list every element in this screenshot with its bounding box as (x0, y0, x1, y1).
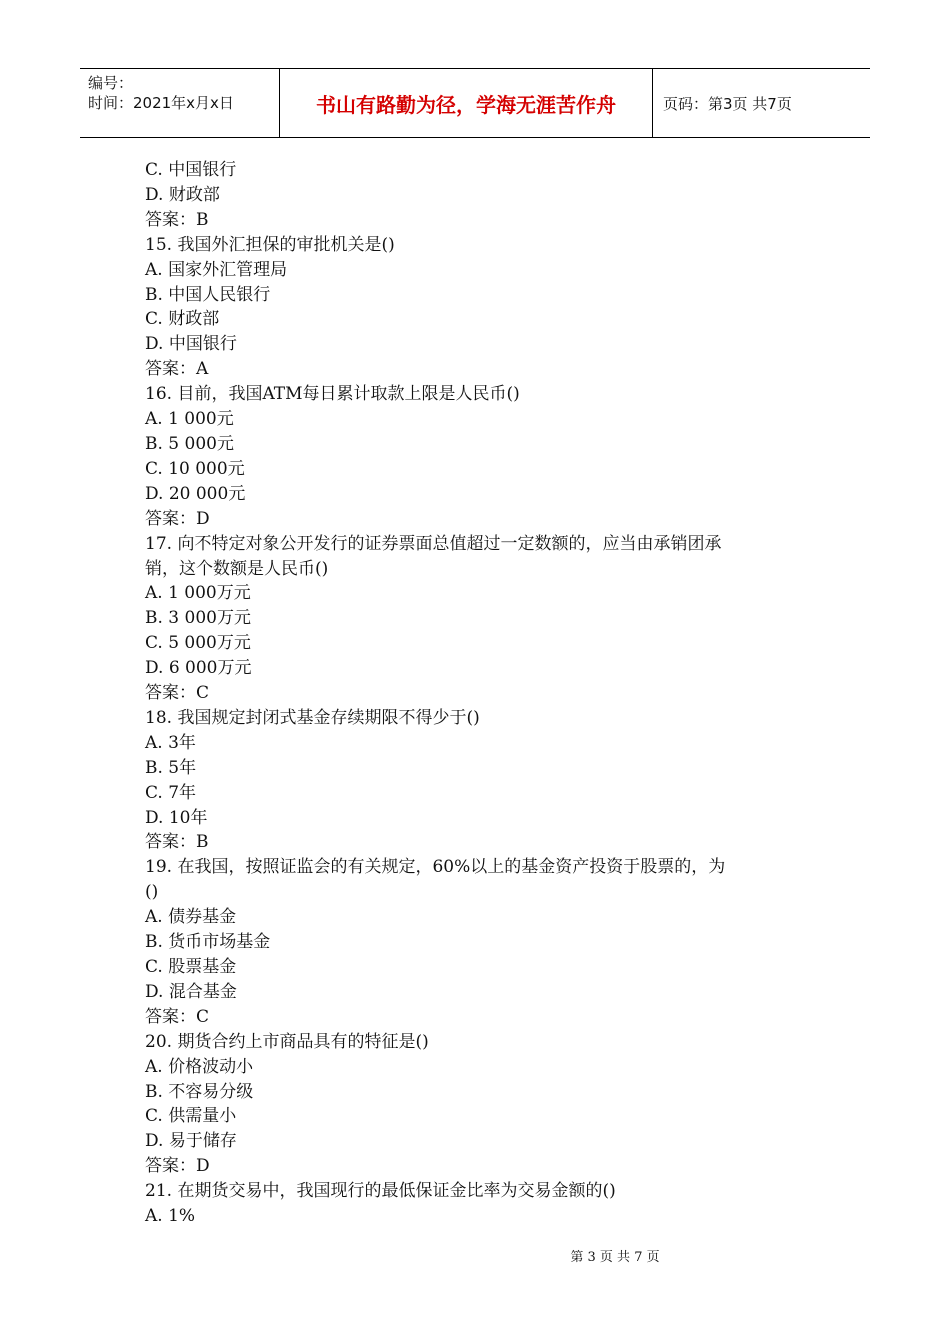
text-line: D. 20 000元 (145, 483, 246, 504)
text-line: 15. 我国外汇担保的审批机关是() (145, 234, 395, 255)
text-line: A. 1% (145, 1206, 196, 1227)
text-line: 21. 在期货交易中，我国现行的最低保证金比率为交易金额的() (145, 1181, 616, 1202)
text-line: B. 货币市场基金 (145, 932, 271, 953)
text-line: C. 供需量小 (145, 1106, 237, 1127)
text-line: D. 易于储存 (145, 1131, 237, 1152)
text-line: 答案：D (145, 1156, 210, 1177)
text-line: D. 中国银行 (145, 334, 237, 355)
header-meta-cell (80, 69, 280, 137)
text-line: 答案：B (145, 209, 209, 230)
text-line: () (145, 882, 159, 903)
text-line: D. 财政部 (145, 184, 220, 205)
text-line: C. 10 000元 (145, 458, 245, 479)
text-line: 17. 向不特定对象公开发行的证券票面总值超过一定数额的，应当由承销团承 (145, 533, 722, 554)
text-line: A. 国家外汇管理局 (145, 259, 288, 280)
document-header (80, 68, 870, 138)
text-line: 答案：D (145, 508, 210, 529)
text-line: 答案：C (145, 683, 210, 704)
text-line: D. 混合基金 (145, 981, 237, 1002)
text-line: B. 中国人民银行 (145, 284, 271, 305)
text-line: 20. 期货合约上市商品具有的特征是() (145, 1031, 429, 1052)
text-line: B. 5 000元 (145, 433, 234, 454)
text-line: C. 中国银行 (145, 160, 237, 180)
text-line: 16. 目前，我国ATM每日累计取款上限是人民币() (145, 384, 520, 405)
text-line: 销，这个数额是人民币() (145, 558, 329, 579)
text-line: C. 5 000万元 (145, 633, 251, 654)
text-line: C. 7年 (145, 782, 197, 803)
date-label: 时间：2021年x月x日 (88, 94, 234, 112)
text-line: B. 不容易分级 (145, 1081, 254, 1102)
text-line: B. 5年 (145, 757, 197, 778)
text-line: A. 3年 (145, 732, 196, 753)
text-line: A. 债券基金 (145, 907, 237, 928)
text-line: 答案：A (145, 359, 209, 380)
text-line: A. 价格波动小 (145, 1056, 254, 1077)
text-line: 答案：C (145, 1006, 210, 1027)
header-page-info: 页码：第3页 共7页 (663, 94, 792, 113)
text-line: B. 3 000万元 (145, 608, 251, 629)
text-line: A. 1 000元 (145, 409, 234, 430)
question-list (145, 158, 825, 1229)
text-line: 答案：B (145, 832, 209, 853)
text-line: D. 10年 (145, 807, 208, 828)
page-footer: 第 3 页 共 7 页 (570, 1250, 660, 1265)
text-line: D. 6 000万元 (145, 658, 252, 679)
text-line: 19. 在我国，按照证监会的有关规定，60%以上的基金资产投资于股票的，为 (145, 857, 726, 878)
text-line: 18. 我国规定封闭式基金存续期限不得少于() (145, 707, 480, 728)
text-line: A. 1 000万元 (145, 583, 251, 604)
header-motto: 书山有路勤为径，学海无涯苦作舟 (280, 69, 653, 137)
text-line: C. 股票基金 (145, 957, 237, 977)
text-line: C. 财政部 (145, 309, 220, 330)
serial-label: 编号： (88, 74, 134, 92)
